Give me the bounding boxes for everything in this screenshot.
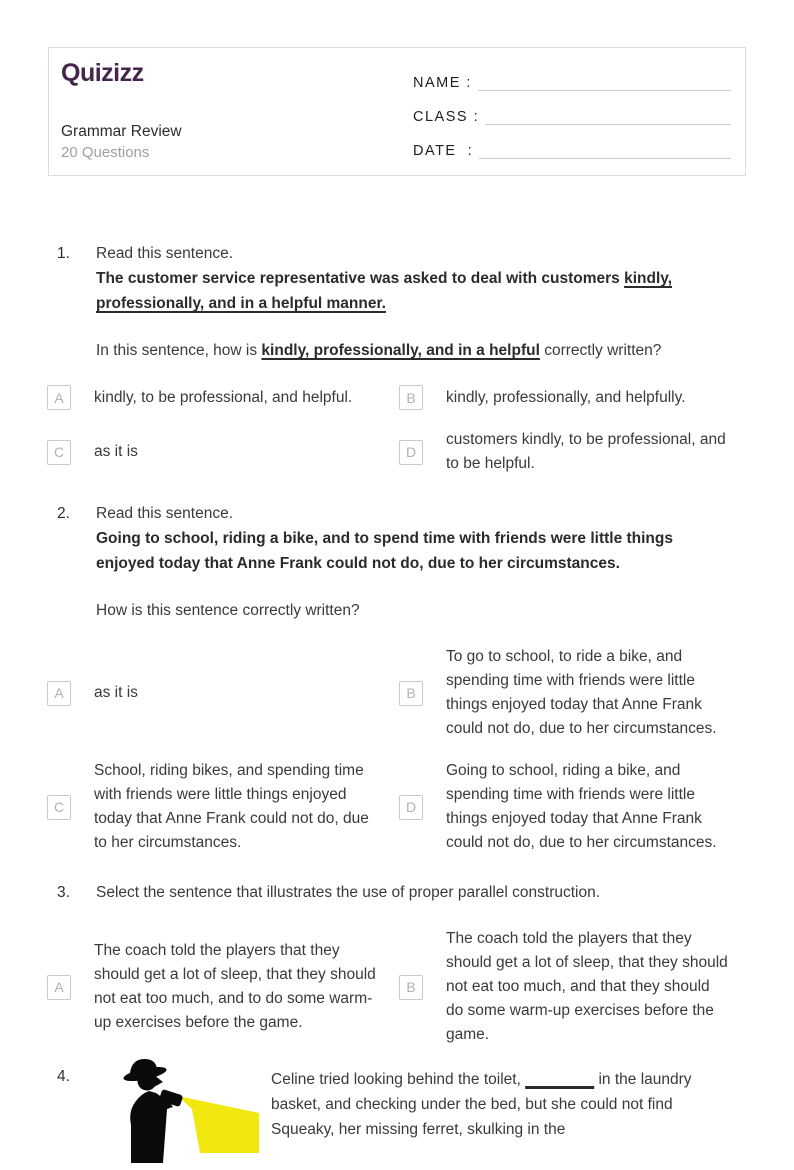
- detective-flashlight-image: [96, 1053, 259, 1163]
- question-1: [0, 242, 746, 476]
- option-letter-box: A: [47, 681, 71, 706]
- option-text: customers kindly, to be professional, and to be helpful.: [446, 431, 726, 472]
- option-text: To go to school, to ride a bike, and spending time with friends were little things enjoyed today that Anne Frank could not do, due to her circumstances.: [446, 648, 717, 737]
- question-2-option-b[interactable]: [399, 645, 739, 741]
- question-2-number: 2.: [57, 505, 70, 522]
- option-letter-box: B: [399, 681, 423, 706]
- question-count: 20 Questions: [61, 144, 150, 161]
- question-2-sentence: Going to school, riding a bike, and to spend time with friends were little things enjoyed today that Anne Frank could not do, due to her circumstances.: [96, 530, 673, 572]
- option-text: School, riding bikes, and spending time with friends were little things enjoyed today that Anne Frank could not do, due to her circumstances.: [94, 762, 369, 851]
- question-1-option-c[interactable]: [47, 428, 399, 476]
- question-4-text: Celine tried looking behind the toilet, ________ in the laundry basket, and checking under the bed, but she could not find Squeaky, her missing ferret, skulking in the: [271, 1071, 692, 1138]
- name-field: [413, 61, 731, 91]
- option-letter-box: D: [399, 440, 423, 465]
- date-field: [413, 129, 731, 159]
- option-text: as it is: [94, 443, 138, 460]
- quizizz-logo: Quizizz: [61, 59, 144, 87]
- option-text: The coach told the players that they should get a lot of sleep, that they should not eat too much, and to do some warm-up exercises before the game.: [94, 942, 376, 1031]
- question-2: [0, 502, 746, 855]
- question-1-sentence: The customer service representative was asked to deal with customers kindly, professionally, and in a helpful manner.: [96, 270, 673, 312]
- question-2-option-d[interactable]: [399, 759, 739, 855]
- option-letter-box: A: [47, 385, 71, 410]
- option-letter-box: B: [399, 975, 423, 1000]
- name-write-line[interactable]: [478, 64, 731, 91]
- class-label: CLASS :: [413, 109, 480, 125]
- option-letter-box: A: [47, 975, 71, 1000]
- question-4: [0, 1065, 746, 1163]
- class-write-line[interactable]: [485, 98, 731, 125]
- question-4-number: 4.: [57, 1068, 70, 1085]
- name-label: NAME :: [413, 75, 472, 91]
- question-1-number: 1.: [57, 245, 70, 262]
- question-1-option-b[interactable]: [399, 385, 739, 410]
- question-list: [0, 242, 794, 1163]
- question-3-option-b[interactable]: [399, 927, 739, 1047]
- option-text: kindly, to be professional, and helpful.: [94, 388, 353, 406]
- option-text: Going to school, riding a bike, and spending time with friends were little things enjoyed today that Anne Frank could not do, due to her circumstances.: [446, 762, 717, 851]
- option-letter-box: C: [47, 795, 71, 820]
- question-2-intro: Read this sentence.: [96, 505, 234, 522]
- option-text: The coach told the players that they should get a lot of sleep, that they should not eat too much, and that they should do some warm-up exercises before the game.: [446, 930, 728, 1043]
- fill-in-blank: ________: [525, 1071, 595, 1088]
- option-letter-box: C: [47, 440, 71, 465]
- worksheet-header: [48, 47, 746, 176]
- question-3-prompt: Select the sentence that illustrates the use of proper parallel construction.: [96, 884, 601, 901]
- question-1-intro: Read this sentence.: [96, 245, 234, 262]
- question-3-options: [47, 927, 746, 1047]
- question-1-option-a[interactable]: [47, 385, 399, 410]
- question-3-number: 3.: [57, 884, 70, 901]
- question-3: [0, 881, 746, 1047]
- option-letter-box: D: [399, 795, 423, 820]
- date-write-line[interactable]: [479, 132, 731, 159]
- question-2-options: [47, 645, 746, 855]
- question-1-prompt: In this sentence, how is kindly, professionally, and in a helpful correctly written?: [96, 342, 662, 359]
- question-1-options: [47, 385, 746, 476]
- option-letter-box: B: [399, 385, 423, 410]
- worksheet-title: Grammar Review: [61, 123, 182, 140]
- option-text: kindly, professionally, and helpfully.: [446, 388, 686, 406]
- question-2-prompt: How is this sentence correctly written?: [96, 602, 360, 619]
- question-1-option-d[interactable]: [399, 428, 739, 476]
- question-3-option-a[interactable]: [47, 927, 399, 1047]
- question-2-option-c[interactable]: [47, 759, 399, 855]
- date-label: DATE :: [413, 143, 474, 159]
- question-2-option-a[interactable]: [47, 645, 399, 741]
- class-field: [413, 95, 731, 125]
- option-text: as it is: [94, 684, 138, 701]
